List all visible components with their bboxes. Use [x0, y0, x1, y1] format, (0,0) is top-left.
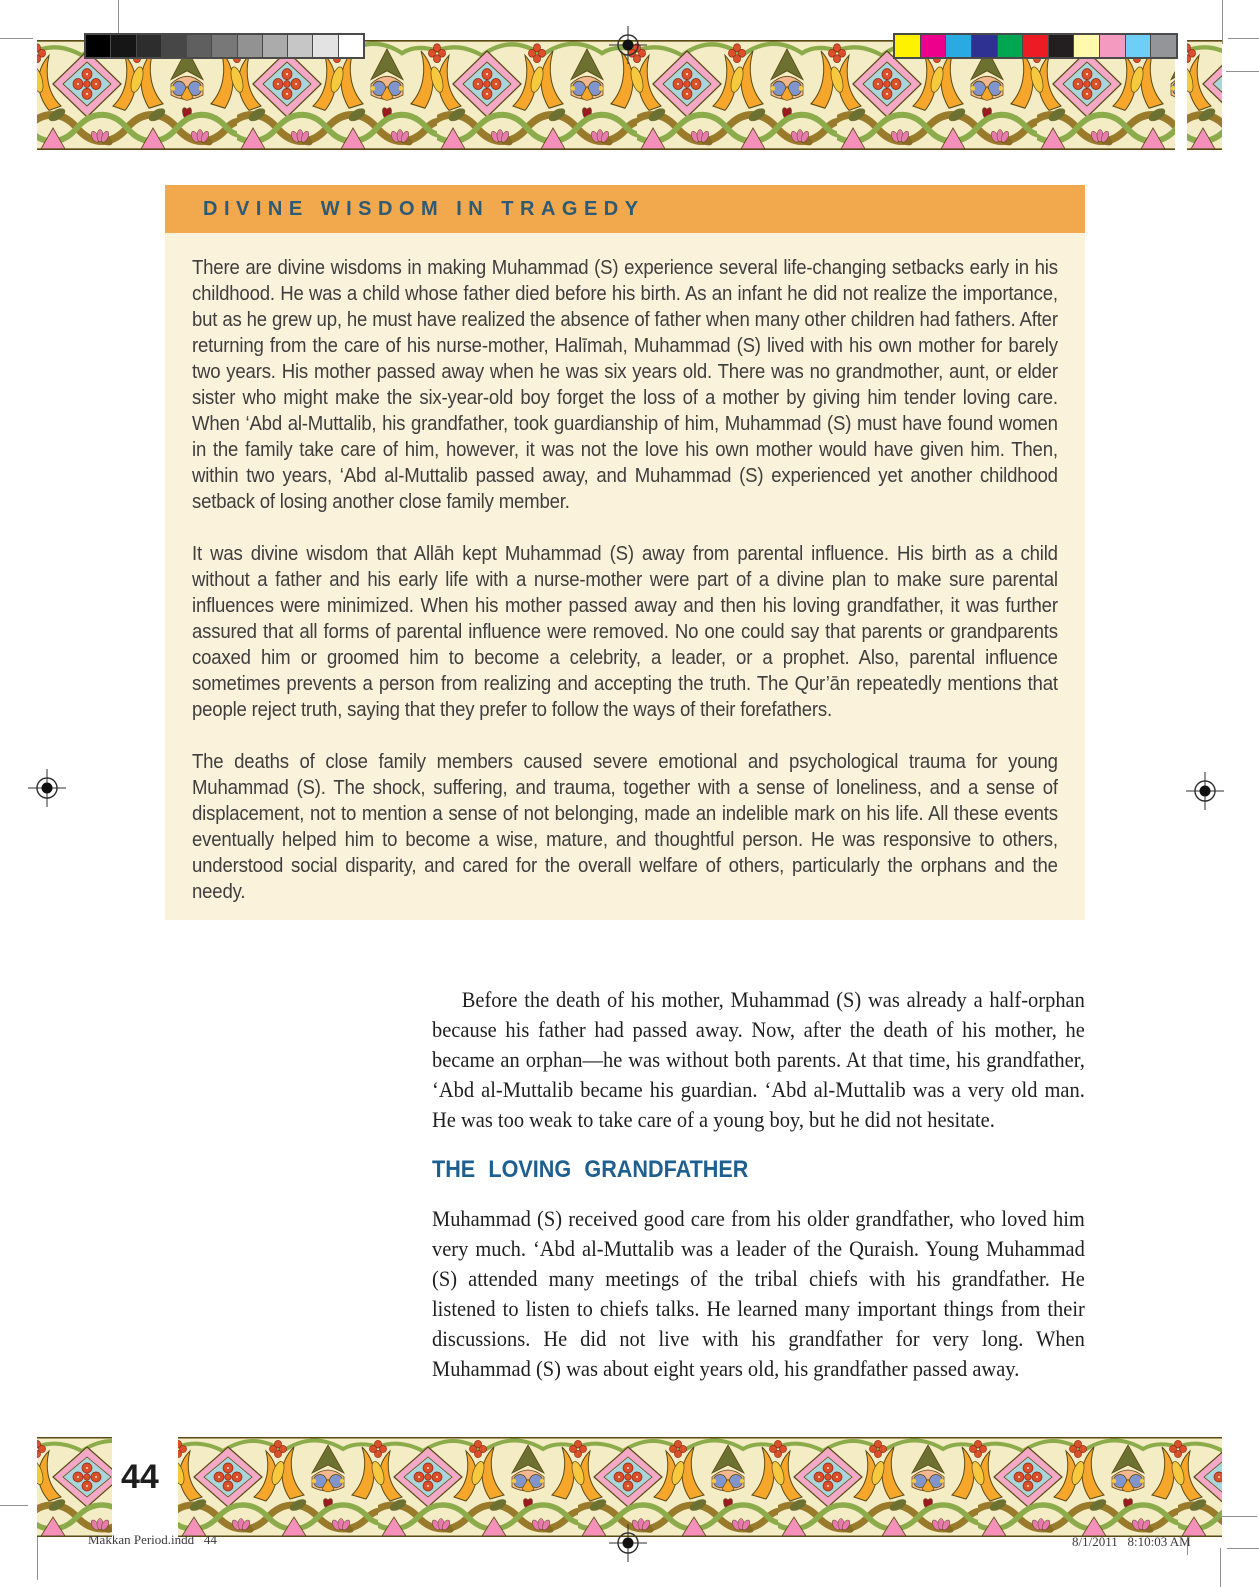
grayscale-swatch	[162, 35, 186, 57]
info-box-paragraph: There are divine wisdoms in making Muhammad (S) experience several life-changing setbacks early in his childhood. He was a child whose father died before his birth. As an infant he did not realize the importance, but as he grew up, he must have realized the absence of father when many other children had fathers. After returning from the care of his nurse-mother, Halīmah, Muhammad (S) lived with his own mother for barely two years. His mother passed away when he was six years old. There was no grandmother, aunt, or elder sister who might make the six-year-old boy forget the loss of a mother by giving him tender loving care. When ‘Abd al-Muttalib, his grandfather, took guardianship of him, Muhammad (S) must have found women in the family take care of him, however, it was not the love his own mother would have given him. Then, within two years, ‘Abd al-Muttalib passed away, and Muhammad (S) experienced yet another childhood setback of losing another close family member.	[192, 257, 1058, 513]
color-swatch	[895, 35, 920, 57]
crop-mark-line	[1227, 1548, 1259, 1549]
crop-mark-line	[1222, 0, 1223, 44]
registration-mark-icon	[27, 768, 67, 808]
grayscale-swatch	[187, 35, 211, 57]
color-swatch	[972, 35, 997, 57]
crop-mark-line	[118, 0, 119, 33]
color-swatch	[946, 35, 971, 57]
footer-slug-right: 8/1/2011 8:10:03 AM	[1072, 1534, 1191, 1549]
color-swatch	[998, 35, 1023, 57]
crop-mark-line	[37, 1532, 38, 1580]
crop-mark-line	[0, 38, 33, 39]
color-swatch	[1126, 35, 1151, 57]
ornamental-border-top-strip	[1187, 40, 1222, 150]
crop-mark-line	[1228, 38, 1259, 39]
grayscale-swatch	[238, 35, 262, 57]
registration-mark-icon	[608, 1523, 648, 1563]
color-swatch	[921, 35, 946, 57]
grayscale-swatch	[86, 35, 110, 57]
grayscale-swatch	[212, 35, 236, 57]
grayscale-swatch	[339, 35, 363, 57]
color-swatch	[1023, 35, 1048, 57]
color-swatch	[1074, 35, 1099, 57]
ornamental-border-bottom-left	[37, 1437, 112, 1537]
section-heading: THE LOVING GRANDFATHER	[432, 1156, 749, 1183]
info-box-paragraph: It was divine wisdom that Allāh kept Muhammad (S) away from parental influence. His birth as a child without a father and his early life with a nurse-mother were part of a divine plan to make sure parental influences were minimized. When his mother passed away and then his loving grandfather, it was further assured that all forms of parental influence were removed. No one could say that parents or grandparents coaxed him or groomed him to become a celebrity, a leader, or a prophet. Also, parental influence sometimes prevents a person from realizing and accepting the truth. The Qur’ān repeatedly mentions that people reject truth, saying that they prefer to follow the ways of their forefathers.	[192, 543, 1058, 721]
registration-mark-icon	[1185, 771, 1225, 811]
section-header-title: DIVINE WISDOM IN TRAGEDY	[203, 197, 645, 220]
footer-slug-left: Makkan Period.indd 44	[88, 1532, 217, 1547]
color-swatch	[1049, 35, 1074, 57]
section-header	[165, 185, 1085, 233]
crop-mark-line	[1220, 1548, 1221, 1587]
ornamental-border-bottom	[178, 1437, 1222, 1537]
body-intro-paragraph: Before the death of his mother, Muhammad (S) was already a half-orphan because his father had passed away. Now, after the death of his mother, he became an orphan—he was without both parents. At that time, his grandfather, ‘Abd al-Muttalib became his guardian. ‘Abd al-Muttalib was a very old man. He was too weak to take care of a young boy, but he did not hesitate.	[432, 987, 1085, 1132]
color-swatch	[1151, 35, 1176, 57]
info-box	[165, 233, 1085, 920]
info-box-paragraph: The deaths of close family members caused severe emotional and psychological trauma for young Muhammad (S). The shock, suffering, and trauma, together with a sense of loneliness, and a sense of displacement, not to mention a sense of not belonging, made an indelible mark on his life. All these events eventually helped him to become a wise, mature, and thoughtful person. He was responsive to others, understood social disparity, and cared for the overall welfare of others, particularly the orphans and the needy.	[192, 751, 1058, 903]
grayscale-calibration-bar	[84, 33, 365, 59]
grayscale-swatch	[288, 35, 312, 57]
grayscale-swatch	[263, 35, 287, 57]
crop-mark-line	[1226, 71, 1259, 72]
page-number: 44	[121, 1458, 159, 1496]
info-box-text	[192, 255, 1058, 905]
body-section-paragraph: Muhammad (S) received good care from his older grandfather, who loved him very much. ‘Abd al-Muttalib was a leader of the Quraish. Young Muhammad (S) attended many meetings of the tribal chiefs with his grandfather. He listened to listen to chiefs talks. He learned many important things from their discussions. He did not live with his grandfather for very long. When Muhammad (S) was about eight years old, his grandfather passed away.	[432, 1206, 1085, 1381]
grayscale-swatch	[313, 35, 337, 57]
color-swatch	[1100, 35, 1125, 57]
crop-mark-line	[0, 1505, 28, 1506]
registration-mark-icon	[608, 25, 648, 65]
grayscale-swatch	[111, 35, 135, 57]
color-calibration-bar	[893, 33, 1178, 59]
grayscale-swatch	[137, 35, 161, 57]
